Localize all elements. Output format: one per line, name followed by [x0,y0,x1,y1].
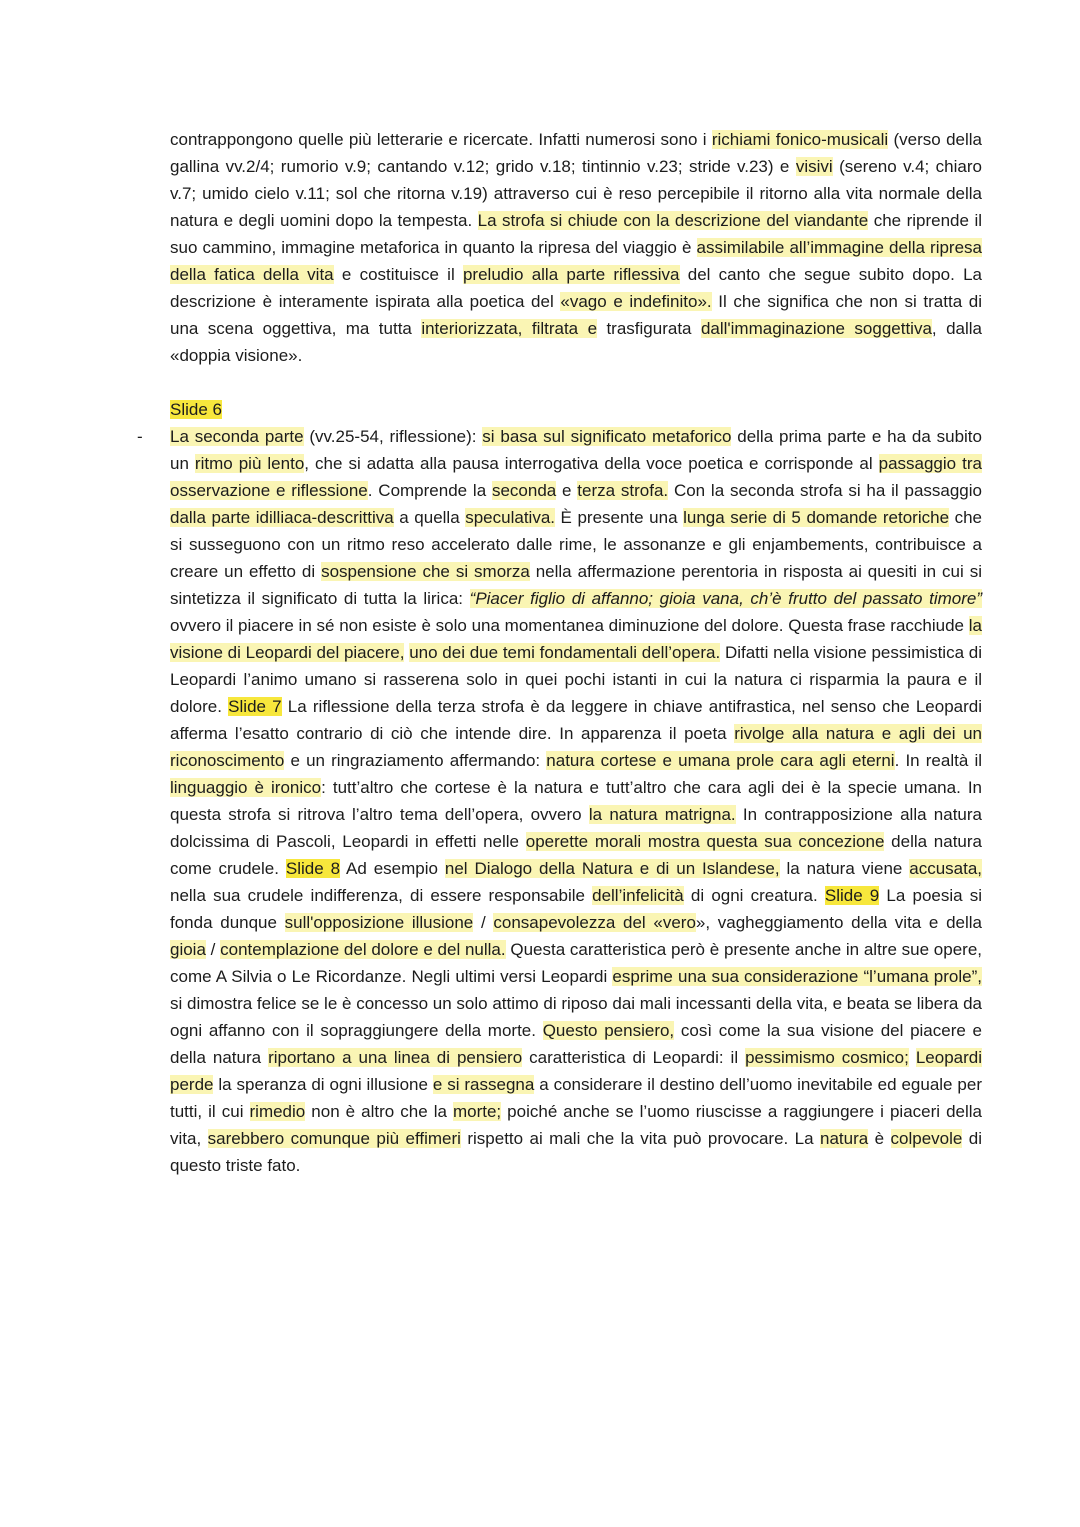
text-run: Leopardi perde [170,1048,982,1094]
text-run: Questo pensiero, [542,1021,675,1040]
text-run: , dalla «doppia visione». [170,319,982,365]
text-run: assimilabile all’immagine della ripresa [696,238,982,257]
text-run: , che si adatta alla pausa interrogativa della voce poetica e corrisponde al [304,454,879,473]
text-run: interiorizzata, filtrata e [421,319,598,338]
text-run: In contrapposizione alla natura dolcissima di Pascoli, Leopardi in effetti nelle [170,805,982,851]
text-run: . Comprende la [367,481,492,500]
text-run: contemplazione del dolore e del nulla. [220,940,506,959]
text-run: seconda [491,481,557,500]
text-run: rimedio [249,1102,306,1121]
text-run: sospensione che si smorza [321,562,530,581]
page-content [137,126,983,1179]
text-run: Difatti nella visione pessimistica di Leopardi l’animo umano si rasserena solo in quei pochi istanti in cui la natura ci risparmia la paura e il dolore. [170,643,982,716]
text-run: rispetto ai mali che la vita può provocare. La [460,1129,820,1148]
text-run: sarebbero comunque più effimeri [207,1129,461,1148]
slide-6-heading [170,396,982,423]
text-run: uno dei due temi fondamentali dell’opera. [409,643,721,662]
text-run: a quella [393,508,466,527]
text-run: trasfigurata [597,319,701,338]
text-run: «vago e indefinito». [560,292,712,311]
text-run: speculativa. [465,508,555,527]
text-run: / [205,940,221,959]
text-run: e si rassegna [432,1075,535,1094]
text-run: poiché anche se l’uomo riuscisse a raggiungere i piaceri della vita, [170,1102,982,1148]
list-item [137,423,983,1179]
text-run: la natura matrigna. [588,805,736,824]
text-run: caratteristica di Leopardi: il [522,1048,746,1067]
text-run: (sereno v.4; chiaro v.7; umido cielo v.11; sol che ritorna v.19) attraverso cui è reso percepibile il ritorno alla vita normale della natura e degli uomini dopo la tempesta. [170,157,982,230]
text-run: », vagheggiamento della vita e della [695,913,983,932]
text-run: : tutt’altro che cortese è la natura e tutt’altro che cara agli dei è la specie umana. In questa strofa si ritrova l’altro tema dell’opera, ovvero [170,778,982,824]
text-run: (verso della gallina vv.2/4; rumorio v.9; cantando v.12; grido v.18; tintinnio v.23; stride v.23) e [170,130,982,176]
list-item-text [170,423,982,1179]
text-run: che riprende il suo cammino, immagine metaforica in quanto la ripresa del viaggio è [170,211,982,257]
text-run: (vv.25-54, riflessione): [303,427,483,446]
text-run: Slide 8 [285,859,341,878]
text-run: accusata, [909,859,983,878]
text-run: la natura viene [779,859,910,878]
text-run: è [868,1129,891,1148]
text-run: preludio alla parte riflessiva [462,265,680,284]
text-run: pessimismo cosmico; [745,1048,909,1067]
text-run: contrappongono quelle più letterarie e ricercate. Infatti numerosi sono i [170,130,712,149]
text-run: consapevolezza del «vero [493,913,696,932]
text-run: Il che significa che non si tratta di una scena oggettiva, ma tutta [170,292,983,338]
text-run: La poesia si fonda dunque [170,886,983,932]
text-run: Slide 6 [170,400,222,419]
text-run: nella affermazione perentoria in risposta ai quesiti in cui si sintetizza il significato di tutta la lirica: [170,562,983,608]
text-run: natura [820,1129,869,1148]
text-run: rivolge alla natura e agli dei un riconoscimento [170,724,982,770]
text-run: si dimostra felice se le è concesso un solo attimo di riposo dai mali incessanti della vita, e beata se libera da ogni affanno con il sopraggiungere della morte. [170,994,982,1040]
list-bullet-dash: - [137,427,143,446]
text-run: terza strofa. [577,481,669,500]
text-run: la speranza di ogni illusione [213,1075,433,1094]
text-run: richiami fonico-musicali [711,130,889,149]
text-run: di ogni creatura. [683,886,825,905]
text-run: Slide 7 [228,697,282,716]
text-run: a considerare il destino dell’uomo inevitabile ed eguale per tutti, il cui [170,1075,982,1121]
text-run: gioia [170,940,206,959]
text-run: di questo triste fato. [170,1129,982,1175]
text-run: Questa caratteristica però è presente anche in altre sue opere, come A Silvia o Le Ricordanze. Negli ultimi versi Leopardi [170,940,983,986]
text-run: esprime una sua considerazione “l’umana prole”, [612,967,982,986]
text-run: nel Dialogo della Natura e di un Islandese, [444,859,780,878]
text-run: visivi [795,157,833,176]
text-run: / [473,913,494,932]
text-run: che si susseguono con un ritmo reso accelerato dalle rime, le assonanze e gli enjambements, contribuisce a creare un effetto di [170,508,982,581]
text-run: dell’infelicità [592,886,684,905]
text-run: La riflessione della terza strofa è da leggere in chiave antifrastica, nel senso che Leopardi afferma l’esatto contrario di ciò che intende dire. In apparenza il poeta [170,697,983,743]
text-run: Con la seconda strofa si ha il passaggio [668,481,982,500]
text-run: non è altro che la [305,1102,453,1121]
text-run: morte; [452,1102,502,1121]
text-run: La seconda parte [170,427,304,446]
text-run: Slide 9 [824,886,880,905]
text-run: colpevole [890,1129,963,1148]
paragraph-continuation [170,126,982,369]
text-run: linguaggio è ironico [170,778,322,797]
text-run: sull'opposizione illusione [284,913,474,932]
text-run: È presente una [555,508,684,527]
text-run: e [556,481,578,500]
text-run: ritmo più lento [194,454,305,473]
text-run: “Piacer figlio di affanno; gioia vana, ch’è frutto del passato timore” [469,589,983,608]
text-run: così come la sua visione del piacere e della natura [170,1021,982,1067]
text-run: dalla parte idilliaca-descrittiva [170,508,394,527]
text-run: e costituisce il [333,265,463,284]
text-run: della fatica della vita [170,265,334,284]
text-run [909,1048,916,1067]
text-run: operette morali mostra questa sua concezione [525,832,885,851]
text-run: passaggio tra osservazione e riflessione [170,454,982,500]
text-run: lunga serie di 5 domande retoriche [683,508,950,527]
text-run: riportano a una linea di pensiero [268,1048,523,1067]
text-run: si basa sul significato metaforico [482,427,732,446]
text-run: ovvero il piacere in sé non esiste è solo una momentanea diminuzione del dolore. Questa frase racchiude [170,616,969,635]
text-run: natura cortese e umana prole cara agli eterni [546,751,895,770]
text-run: la visione di Leopardi del piacere, [170,616,982,662]
text-run: del canto che segue subito dopo. La descrizione è interamente ispirata alla poetica del [170,265,982,311]
text-run: dall'immaginazione soggettiva [700,319,932,338]
text-run: e un ringraziamento affermando: [284,751,547,770]
text-run: La strofa si chiude con la descrizione del viandante [477,211,869,230]
text-run: Ad esempio [340,859,445,878]
text-run: nella sua crudele indifferenza, di essere responsabile [170,886,593,905]
text-run: . In realtà il [894,751,982,770]
text-run: della prima parte e ha da subito un [170,427,982,473]
text-run: della natura come crudele. [170,832,982,878]
